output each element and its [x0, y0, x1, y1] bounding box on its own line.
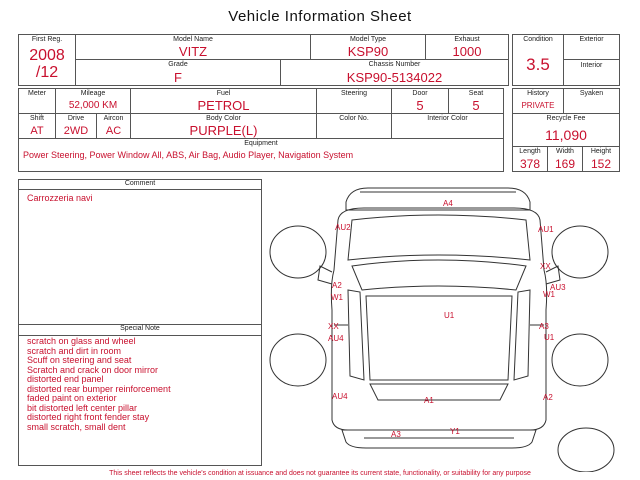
interior-label: Interior — [580, 62, 603, 69]
comment-text: Carrozzeria navi — [27, 193, 93, 203]
interior-cell — [563, 59, 620, 86]
door-value: 5 — [416, 98, 424, 113]
mark-w1-right: W1 — [543, 290, 555, 299]
history-label: History — [527, 90, 549, 97]
model-type-cell — [310, 34, 426, 60]
drive-cell — [55, 113, 97, 139]
fuel-label: Fuel — [216, 90, 231, 97]
drive-label: Drive — [67, 115, 85, 122]
mark-xx-left: XX — [328, 322, 339, 331]
special-note-item: scratch on glass and wheel — [27, 336, 136, 346]
footer-disclaimer: This sheet reflects the vehicle's condition at issuance and does not guarantee its current state, functionality, or suitability for any purpose — [109, 470, 531, 477]
model-name-label: Model Name — [173, 36, 213, 43]
spare-wheel-icon — [558, 428, 614, 472]
sheet-title: Vehicle Information Sheet — [228, 8, 412, 25]
special-note-item: Scratch and crack on door mirror — [27, 364, 159, 375]
mark-au1: AU1 — [538, 225, 554, 234]
width-label: Width — [556, 148, 574, 155]
aircon-label: Aircon — [103, 115, 124, 122]
model-type-label: Model Type — [349, 36, 387, 43]
recycle-fee-label: Recycle Fee — [546, 115, 586, 122]
special-note-item: bit distorted left center pillar — [27, 402, 138, 413]
model-name-cell — [75, 34, 311, 60]
color-no-label: Color No. — [339, 115, 369, 122]
rear-bumper-shape — [342, 430, 536, 448]
shift-label: Shift — [29, 115, 44, 122]
mark-a2: A2 — [332, 281, 342, 290]
mark-y1: Y1 — [450, 427, 460, 436]
steering-label: Steering — [340, 90, 368, 97]
door-label: Door — [412, 90, 428, 97]
special-note-item: faded paint on exterior — [27, 393, 117, 403]
condition-cell — [512, 34, 564, 86]
car-body-outline — [331, 208, 546, 430]
fuel-value: PETROL — [197, 98, 250, 113]
mark-a4: A4 — [443, 199, 453, 208]
first-reg-cell — [18, 34, 76, 86]
special-note-box — [18, 324, 262, 466]
first-reg-month: /12 — [35, 64, 59, 81]
steering-cell — [316, 88, 392, 114]
first-reg-label: First Reg. — [31, 36, 63, 43]
car-diagram — [268, 180, 628, 472]
mark-a2-bottom: A2 — [543, 393, 553, 402]
special-note-item: distorted right front fender stay — [27, 412, 150, 422]
mark-u1-right: U1 — [544, 333, 555, 342]
mark-xx-right: XX — [540, 262, 551, 271]
interior-color-cell — [391, 113, 504, 139]
door-cell — [391, 88, 449, 114]
comment-box — [18, 179, 262, 325]
roof-shape — [366, 296, 512, 380]
comment-label: Comment — [124, 180, 156, 187]
shift-value: AT — [30, 125, 44, 137]
mileage-value: 52,000 KM — [68, 100, 118, 111]
special-note-list — [27, 337, 171, 432]
mirror-left-shape — [318, 266, 332, 284]
seat-value: 5 — [472, 98, 480, 113]
meter-label: Meter — [28, 90, 46, 97]
height-value: 152 — [590, 157, 612, 171]
special-note-item: scratch and dirt in room — [27, 345, 122, 356]
height-cell — [582, 146, 620, 172]
equipment-value: Power Steering, Power Window All, ABS, Air Bag, Audio Player, Navigation System — [23, 150, 354, 160]
mark-au2: AU2 — [335, 223, 351, 232]
color-no-cell — [316, 113, 392, 139]
syaken-cell — [563, 88, 620, 114]
grade-cell — [75, 59, 281, 86]
chassis-value: KSP90-5134022 — [346, 70, 443, 85]
length-cell — [512, 146, 548, 172]
recycle-fee-value: 11,090 — [545, 127, 587, 143]
interior-color-label: Interior Color — [427, 115, 468, 122]
exterior-cell — [563, 34, 620, 60]
history-cell — [512, 88, 564, 114]
shift-cell — [18, 113, 56, 139]
syaken-label: Syaken — [579, 90, 604, 97]
chassis-cell — [280, 59, 509, 86]
history-value: PRIVATE — [521, 101, 555, 110]
equipment-label: Equipment — [244, 140, 278, 147]
mileage-label: Mileage — [80, 90, 106, 97]
length-value: 378 — [519, 157, 541, 171]
wheel-rear-left-icon — [270, 334, 326, 386]
special-note-item: distorted rear bumper reinforcement — [27, 383, 171, 394]
special-note-item: Scuff on steering and seat — [27, 355, 132, 365]
mark-u1-center: U1 — [444, 311, 455, 320]
body-color-cell — [130, 113, 317, 139]
grade-value: F — [174, 70, 182, 85]
seat-cell — [448, 88, 504, 114]
wheel-front-right-icon — [552, 226, 608, 278]
exhaust-cell — [425, 34, 509, 60]
model-type-value: KSP90 — [347, 44, 389, 59]
mark-au3: AU3 — [550, 283, 566, 292]
exterior-label: Exterior — [579, 36, 604, 43]
chassis-label: Chassis Number — [368, 61, 421, 68]
seat-label: Seat — [468, 90, 484, 97]
fuel-cell — [130, 88, 317, 114]
wheel-front-left-icon — [270, 226, 326, 278]
height-label: Height — [590, 148, 612, 155]
model-name-value: VITZ — [178, 44, 208, 59]
condition-value: 3.5 — [526, 55, 550, 74]
mark-w1-left: W1 — [331, 293, 343, 302]
condition-label: Condition — [523, 36, 553, 43]
mark-a3-bottom: A3 — [391, 430, 401, 439]
mileage-cell — [55, 88, 131, 114]
aircon-cell — [96, 113, 131, 139]
width-cell — [547, 146, 583, 172]
mark-a3-right: A3 — [539, 322, 549, 331]
body-color-label: Body Color — [206, 115, 241, 122]
width-value: 169 — [554, 157, 576, 171]
exhaust-value: 1000 — [452, 44, 482, 59]
wheel-rear-right-icon — [552, 334, 608, 386]
equipment-cell — [18, 138, 504, 172]
drive-value: 2WD — [63, 125, 89, 137]
special-note-item: distorted end panel — [27, 374, 104, 384]
special-note-item: small scratch, small dent — [27, 421, 126, 432]
first-reg-year: 2008 — [29, 47, 65, 64]
mark-a1: A1 — [424, 396, 434, 405]
body-color-value: PURPLE(L) — [189, 123, 258, 138]
meter-cell — [18, 88, 56, 114]
exhaust-label: Exhaust — [454, 36, 480, 43]
special-note-label: Special Note — [120, 325, 160, 332]
mark-au4-bottom: AU4 — [332, 392, 348, 401]
aircon-value: AC — [105, 125, 122, 137]
length-label: Length — [519, 148, 541, 155]
mark-au4-left-mid: AU4 — [328, 334, 344, 343]
recycle-fee-cell — [512, 113, 620, 147]
grade-label: Grade — [168, 61, 188, 68]
windshield-shape — [352, 260, 526, 290]
front-bumper-shape — [346, 188, 530, 210]
